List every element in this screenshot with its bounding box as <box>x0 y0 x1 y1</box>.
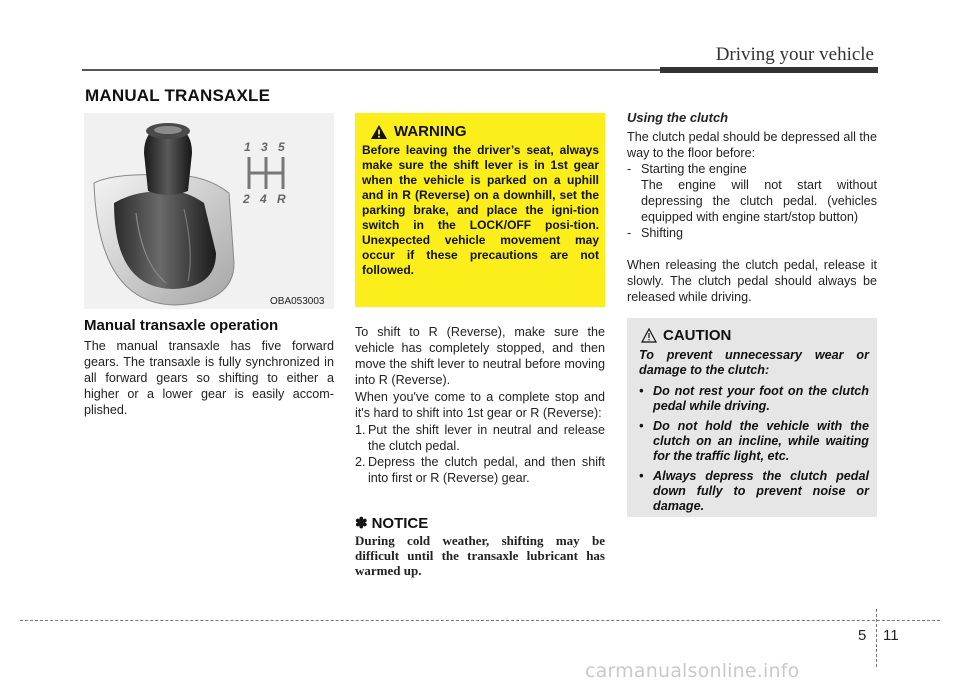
caution-box <box>627 318 877 517</box>
clutch-item <box>627 161 877 177</box>
bullet-icon: • <box>639 384 644 398</box>
bullet-icon: • <box>639 469 644 483</box>
gear-shift-illustration <box>84 113 334 309</box>
step-text: Put the shift lever in neutral and release the clutch pedal. <box>368 423 605 453</box>
footer-rule <box>20 620 940 621</box>
caution-item-text: Do not hold the vehicle with the clutch on an incline, while waiting for the traffic light, etc. <box>653 419 869 463</box>
clutch-item-detail: The engine will not start without depressing the clutch pedal. (vehicles equipped with engine start/stop button) <box>641 178 877 224</box>
caution-list <box>639 384 869 514</box>
notice-text: During cold weather, shifting may be difficult until the transaxle lubricant has warmed up. <box>355 533 605 578</box>
watermark-text: carmanualsonline.info <box>585 660 800 682</box>
caution-triangle-icon <box>641 328 657 343</box>
bullet-icon: • <box>639 419 644 433</box>
step-number: 2. <box>355 455 366 469</box>
warning-text: Before leaving the driver’s seat, always make sure the shift lever is in 1st gear when the vehicle is parked on a uphill and in R (Reverse) on a downhill, set the parking brake, and place the igni-tion switch in the LOCK/OFF posi-tion. Unexpected vehicle movement may occur if these precautions are not followed. <box>362 143 599 277</box>
illustration-code: OBA053003 <box>270 296 325 307</box>
chapter-number: 5 <box>858 627 867 644</box>
notice-title: NOTICE <box>371 514 429 532</box>
clutch-item-label: Shifting <box>641 226 684 240</box>
header-title: Driving your vehicle <box>715 44 874 65</box>
gear-shift-icon <box>84 113 334 309</box>
caution-item-text: Do not rest your foot on the clutch pedal while driving. <box>653 384 869 413</box>
clutch-item <box>627 225 877 241</box>
warning-box <box>355 113 605 307</box>
warning-header <box>370 123 599 140</box>
gear-label-1: 1 <box>244 140 251 154</box>
clutch-item-label: Starting the engine <box>641 162 747 176</box>
dash-marker: - <box>627 162 632 176</box>
gear-label-2: 2 <box>243 192 250 206</box>
clutch-intro-text: The clutch pedal should be depressed all the way to the floor before: <box>627 130 877 160</box>
footer-divider <box>876 609 877 667</box>
caution-item-text: Always depress the clutch pedal down fully to prevent noise or damage. <box>653 469 869 513</box>
step-item <box>355 422 605 454</box>
caution-header <box>641 327 869 344</box>
header-tab-bar <box>660 67 878 73</box>
gear-label-3: 3 <box>261 140 268 154</box>
caution-intro: To prevent unnecessary wear or damage to the clutch: <box>639 348 869 377</box>
caution-item <box>639 469 869 514</box>
transaxle-operation-text: The manual transaxle has five forward gears. The transaxle is fully synchronized in all forward gears so shifting to either a higher or a lower gear is easily accom-plished. <box>84 339 334 417</box>
reverse-shift-section <box>355 324 605 486</box>
notice-symbol-icon: ✽ <box>355 515 368 532</box>
warning-title: WARNING <box>394 123 467 140</box>
gear-label-5: 5 <box>278 140 285 154</box>
step-number: 1. <box>355 423 366 437</box>
caution-item <box>639 419 869 464</box>
using-clutch-section <box>627 129 877 305</box>
notice-header <box>355 514 428 532</box>
caution-title: CAUTION <box>663 327 732 344</box>
using-clutch-heading: Using the clutch <box>627 110 729 125</box>
reverse-shift-paragraph: To shift to R (Reverse), make sure the vehicle has completely stopped, and then move the shift lever to neutral before moving into R (Reverse). <box>355 325 605 387</box>
gear-label-4: 4 <box>260 192 267 206</box>
hard-shift-paragraph: When you've come to a complete stop and it's hard to shift into 1st gear or R (Reverse): <box>355 390 605 420</box>
transaxle-operation-heading: Manual transaxle operation <box>84 317 279 334</box>
step-text: Depress the clutch pedal, and then shift into first or R (Reverse) gear. <box>368 455 605 485</box>
clutch-release-paragraph: When releasing the clutch pedal, release it slowly. The clutch pedal should always be released while driving. <box>627 258 877 304</box>
section-title: MANUAL TRANSAXLE <box>85 86 271 105</box>
caution-item <box>639 384 869 414</box>
step-item <box>355 454 605 486</box>
dash-marker: - <box>627 226 632 240</box>
page-number: 11 <box>883 627 899 644</box>
gear-label-r: R <box>277 192 286 206</box>
header-rule <box>82 69 660 71</box>
warning-triangle-icon <box>370 124 388 140</box>
